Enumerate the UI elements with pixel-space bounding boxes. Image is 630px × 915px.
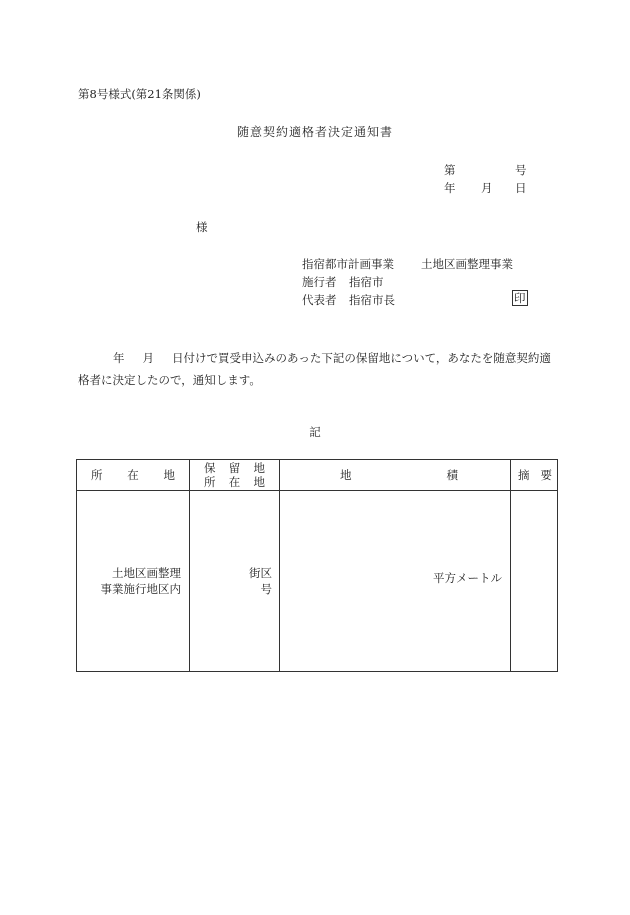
- form-number: 第8号様式(第21条関係): [78, 87, 201, 101]
- representative-label: 代表者: [302, 293, 337, 307]
- header-location-char: 所: [91, 468, 103, 482]
- cell-location: [77, 491, 190, 672]
- header-reserve-char: 所: [204, 475, 216, 489]
- table-row: [77, 491, 558, 672]
- location-line1: 土地区画整理: [112, 566, 181, 580]
- header-area-char: 積: [446, 468, 458, 482]
- header-area-char: 地: [340, 468, 352, 482]
- ki-heading: 記: [309, 425, 321, 439]
- header-location-char: 地: [163, 468, 175, 482]
- number-prefix: 第: [444, 163, 456, 177]
- addressee-suffix: 様: [196, 220, 208, 234]
- date-year-label: 年: [444, 181, 456, 195]
- header-remarks-char: 要: [540, 468, 552, 482]
- date-day-label: 日: [515, 181, 527, 195]
- representative-name: 指宿市長: [349, 293, 395, 307]
- header-location: [77, 460, 190, 491]
- header-remarks: [511, 460, 558, 491]
- header-reserve-char: 地: [253, 461, 265, 475]
- reserve-land-table: [76, 459, 558, 672]
- executor-label: 施行者: [302, 275, 337, 289]
- reserve-block-label: 街区: [249, 566, 272, 580]
- cell-area: [280, 491, 511, 672]
- notice-body: [78, 347, 558, 391]
- header-reserve-land-location: [190, 460, 280, 491]
- header-reserve-char: 地: [253, 475, 265, 489]
- document-title: 随意契約適格者決定通知書: [236, 125, 393, 139]
- executor-name: 指宿市: [349, 275, 384, 289]
- header-location-char: 在: [127, 468, 139, 482]
- header-reserve-char: 在: [228, 475, 241, 489]
- location-line2: 事業施行地区内: [100, 582, 181, 596]
- header-remarks-char: 摘: [518, 468, 530, 482]
- cell-reserve-land-location: [190, 491, 280, 672]
- issuer-project-type: 土地区画整理事業: [421, 257, 513, 271]
- body-month-label: 月: [142, 351, 154, 365]
- header-reserve-char: 留: [228, 461, 241, 475]
- body-text: 日付けで買受申込みのあった下記の保留地について，あなたを随意契約適格者に決定したので，通知します。: [78, 351, 551, 387]
- date-month-label: 月: [481, 181, 493, 195]
- seal-mark: 印: [514, 291, 526, 305]
- body-year-label: 年: [113, 351, 125, 365]
- table-header-row: [77, 460, 558, 491]
- number-suffix: 号: [515, 163, 527, 177]
- cell-remarks: [511, 491, 558, 672]
- issuer-project-name: 指宿都市計画事業: [302, 257, 394, 271]
- header-reserve-char: 保: [204, 461, 216, 475]
- reserve-number-label: 号: [260, 582, 272, 596]
- area-unit: 平方メートル: [433, 571, 502, 585]
- header-area: [280, 460, 511, 491]
